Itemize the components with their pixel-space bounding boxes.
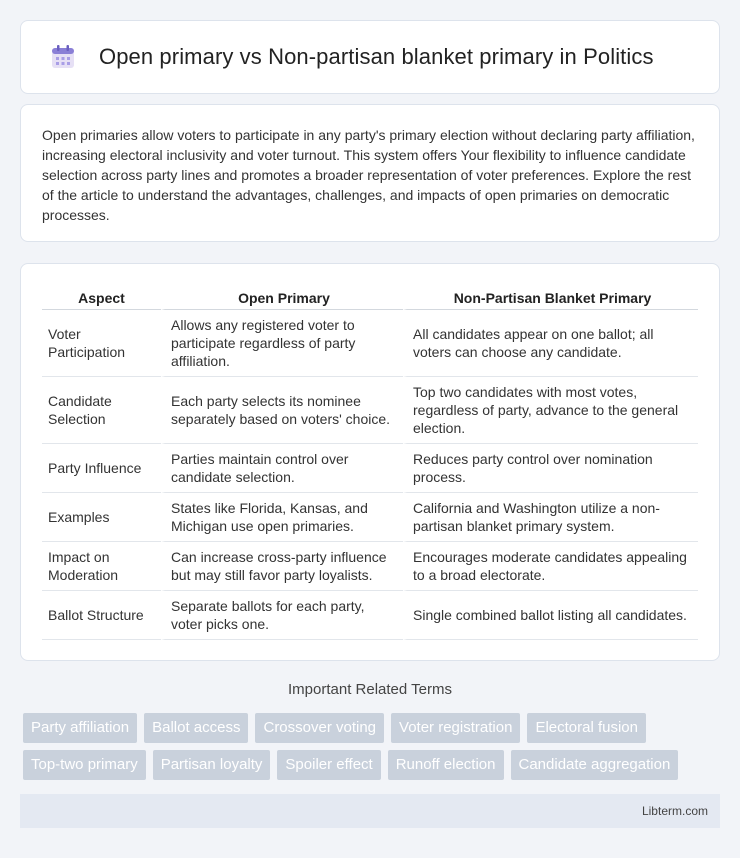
term-tag[interactable]: Top-two primary <box>23 750 146 780</box>
term-tag[interactable]: Partisan loyalty <box>153 750 271 780</box>
table-cell: California and Washington utilize a non-partisan blanket primary system. <box>403 493 698 542</box>
table-cell: Single combined ballot listing all candidates. <box>403 591 698 640</box>
intro-card <box>20 104 720 242</box>
table-cell: Each party selects its nominee separately based on voters' choice. <box>161 377 403 444</box>
table-row <box>42 444 698 493</box>
table-row <box>42 591 698 640</box>
table-cell: Candidate Selection <box>42 377 161 444</box>
term-tag[interactable]: Ballot access <box>144 713 248 743</box>
term-tag[interactable]: Electoral fusion <box>527 713 646 743</box>
table-cell: Ballot Structure <box>42 591 161 640</box>
table-cell: Allows any registered voter to participate regardless of party affiliation. <box>161 310 403 377</box>
tag-row <box>23 713 723 743</box>
table-row <box>42 542 698 591</box>
table-cell: Encourages moderate candidates appealing to a broad electorate. <box>403 542 698 591</box>
footer <box>20 794 720 828</box>
table-row <box>42 493 698 542</box>
column-header: Open Primary <box>161 284 403 310</box>
term-tag[interactable]: Spoiler effect <box>277 750 380 780</box>
table-row <box>42 310 698 377</box>
table-cell: Reduces party control over nomination process. <box>403 444 698 493</box>
table-cell: Voter Participation <box>42 310 161 377</box>
table-cell: Impact on Moderation <box>42 542 161 591</box>
table-cell: Separate ballots for each party, voter picks one. <box>161 591 403 640</box>
comparison-card <box>20 263 720 661</box>
table-row <box>42 377 698 444</box>
table-cell: Parties maintain control over candidate selection. <box>161 444 403 493</box>
term-tag[interactable]: Voter registration <box>391 713 520 743</box>
term-tag[interactable]: Crossover voting <box>255 713 384 743</box>
tag-row <box>23 750 723 780</box>
intro-text: Open primaries allow voters to participate in any party's primary election without declaring party affiliation, increasing electoral inclusivity and voter turnout. This system offers Your flexibility to influence candidate selection across party lines and promotes a broader representation of voter preferences. Explore the rest of the article to understand the advantages, challenges, and impacts of open primaries on democratic processes. <box>42 127 695 223</box>
column-header: Aspect <box>42 284 161 310</box>
term-tag[interactable]: Party affiliation <box>23 713 137 743</box>
page-title: Open primary vs Non-partisan blanket primary in Politics <box>99 44 654 69</box>
table-header-row <box>42 284 698 310</box>
calendar-icon <box>49 43 77 71</box>
related-terms-heading: Important Related Terms <box>288 681 452 698</box>
table-cell: All candidates appear on one ballot; all voters can choose any candidate. <box>403 310 698 377</box>
table-cell: Examples <box>42 493 161 542</box>
column-header: Non-Partisan Blanket Primary <box>403 284 698 310</box>
term-tag[interactable]: Runoff election <box>388 750 504 780</box>
term-tag[interactable]: Candidate aggregation <box>511 750 679 780</box>
related-terms <box>23 713 723 787</box>
comparison-table <box>42 284 698 640</box>
footer-site-link[interactable]: Libterm.com <box>641 804 708 818</box>
table-cell: Party Influence <box>42 444 161 493</box>
table-cell: Can increase cross-party influence but may still favor party loyalists. <box>161 542 403 591</box>
title-card <box>20 20 720 94</box>
table-cell: States like Florida, Kansas, and Michigan use open primaries. <box>161 493 403 542</box>
table-cell: Top two candidates with most votes, regardless of party, advance to the general election. <box>403 377 698 444</box>
